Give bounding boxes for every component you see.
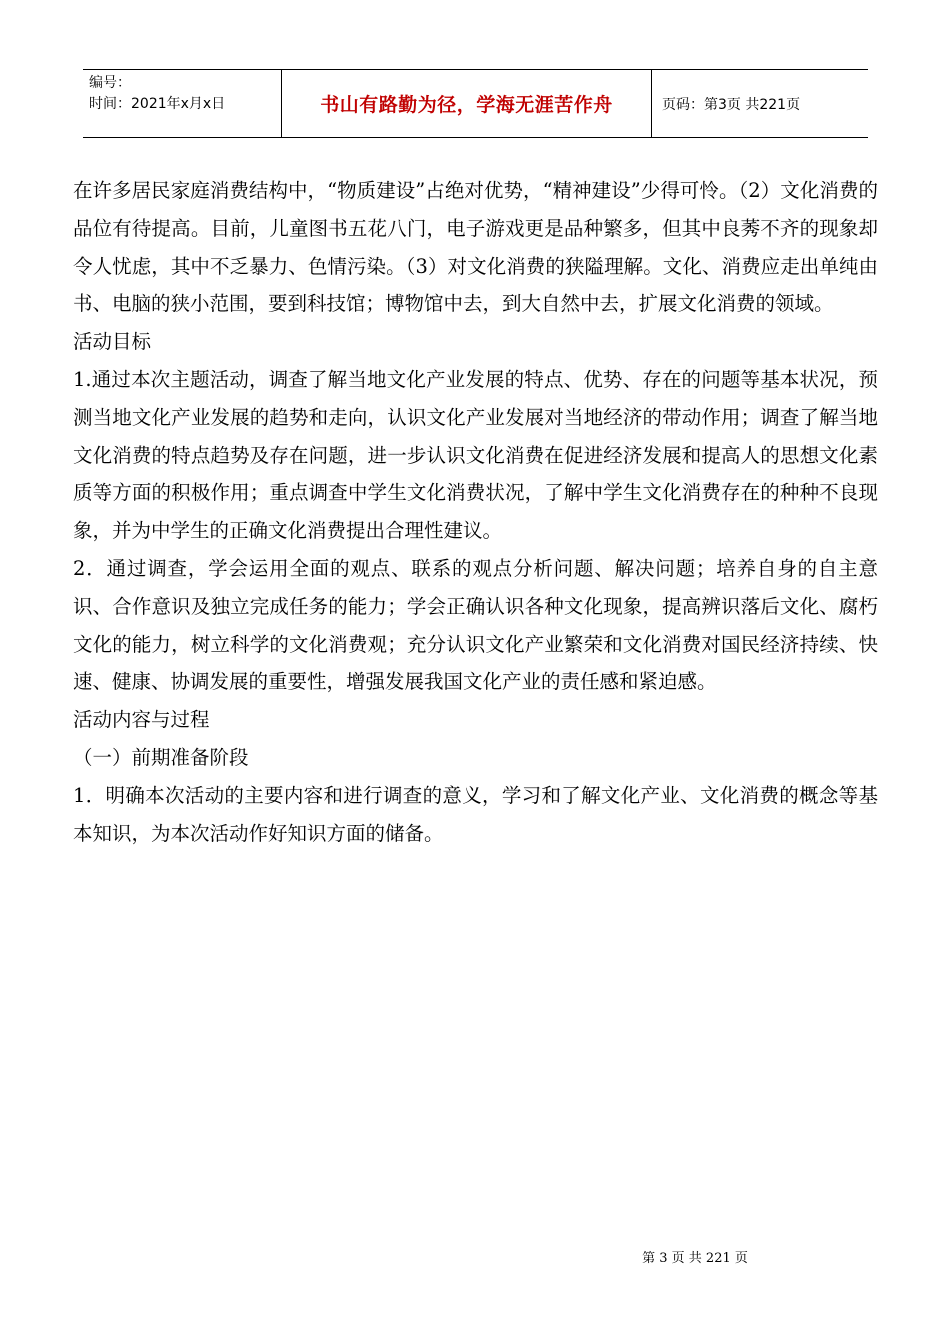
document-body xyxy=(73,172,878,852)
paragraph: 1.通过本次主题活动，调查了解当地文化产业发展的特点、优势、存在的问题等基本状况，预测当地文化产业发展的趋势和走向，认识文化产业发展对当地经济的带动作用；调查了解当地文化消费的特点趋势及存在问题，进一步认识文化消费在促进经济发展和提高人的思想文化素质等方面的积极作用；重点调查中学生文化消费状况，了解中学生文化消费存在的种种不良现象，并为中学生的正确文化消费提出合理性建议。 xyxy=(73,367,878,543)
header-page-number: 页码：第3页 共221页 xyxy=(662,96,801,113)
header-motto: 书山有路勤为径，学海无涯苦作舟 xyxy=(282,70,652,137)
page-header xyxy=(83,69,868,138)
paragraph: 2．通过调查，学会运用全面的观点、联系的观点分析问题、解决问题；培养自身的自主意识、合作意识及独立完成任务的能力；学会正确认识各种文化现象，提高辨识落后文化、腐朽文化的能力，树立科学的文化消费观；充分认识文化产业繁荣和文化消费对国民经济持续、快速、健康、协调发展的重要性，增强发展我国文化产业的责任感和紧迫感。 xyxy=(73,556,878,694)
header-meta xyxy=(83,70,282,137)
paragraph: 在许多居民家庭消费结构中，“物质建设”占绝对优势，“精神建设”少得可怜。（2）文化消费的品位有待提高。目前，儿童图书五花八门，电子游戏更是品种繁多，但其中良莠不齐的现象却令人忧虑，其中不乏暴力、色情污染。（3）对文化消费的狭隘理解。文化、消费应走出单纯由书、电脑的狭小范围，要到科技馆；博物馆中去，到大自然中去，扩展文化消费的领域。 xyxy=(73,179,878,316)
paragraph: 1．明确本次活动的主要内容和进行调查的意义，学习和了解文化产业、文化消费的概念等基本知识，为本次活动作好知识方面的储备。 xyxy=(73,783,878,845)
document-number-label: 编号： xyxy=(89,75,131,91)
document-date: 时间：2021年x月x日 xyxy=(89,96,226,112)
section-heading: 活动目标 xyxy=(73,330,152,354)
subsection-heading: （一）前期准备阶段 xyxy=(73,745,249,769)
section-heading: 活动内容与过程 xyxy=(73,708,210,732)
page-footer: 第 3 页 共 221 页 xyxy=(642,1251,748,1266)
